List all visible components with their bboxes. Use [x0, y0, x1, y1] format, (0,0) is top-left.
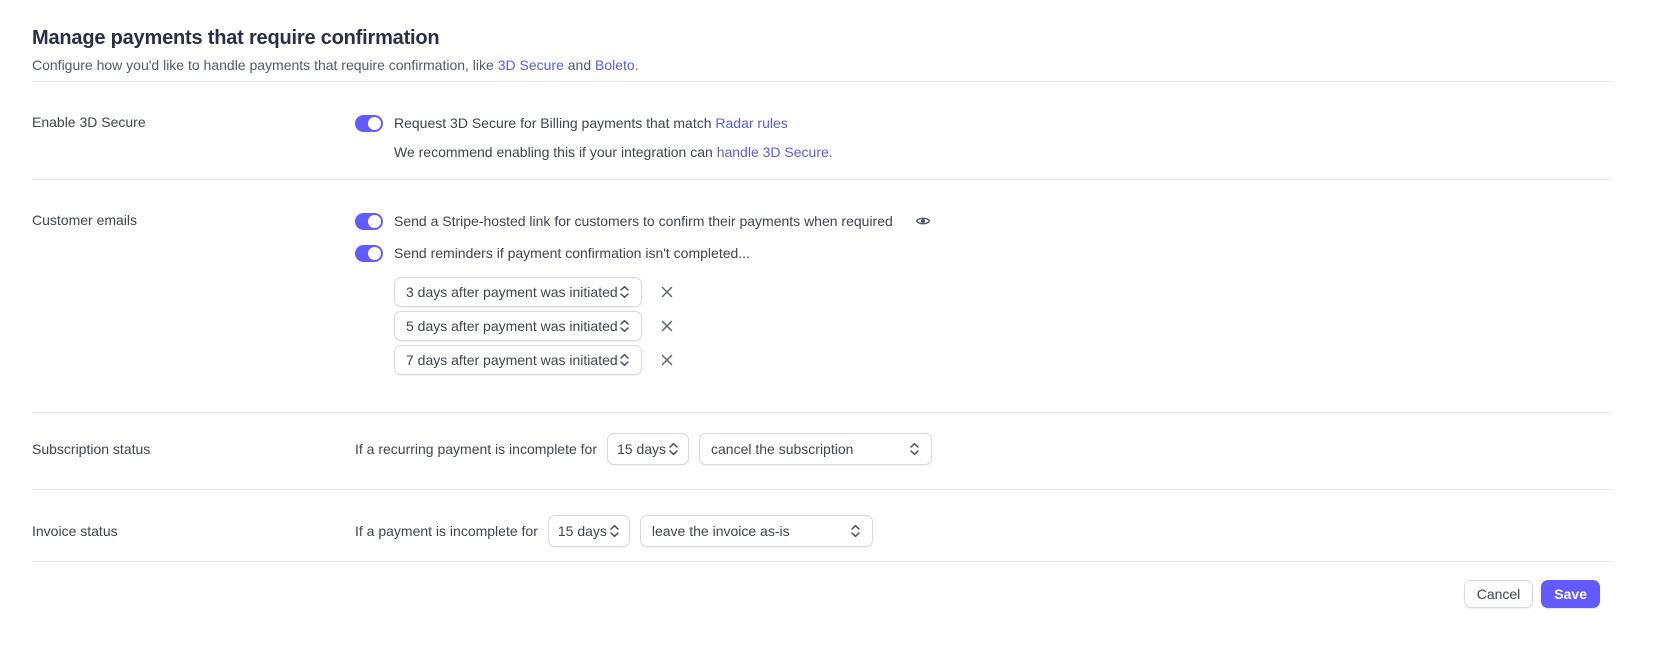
invoice-duration-value: 15 days: [557, 523, 607, 539]
page-header: [0, 0, 1658, 74]
link-handle-3d-secure[interactable]: handle 3D Secure.: [716, 144, 833, 160]
request-3ds-text: Request 3D Secure for Billing payments that match: [394, 115, 716, 131]
hosted-link-label: Send a Stripe-hosted link for customers to confirm their payments when required: [394, 213, 893, 229]
updown-chevron-icon: [909, 442, 920, 456]
reminder-row: [394, 311, 931, 341]
row-subscription-status: [0, 413, 1658, 465]
row-content-enable-3d-secure: [355, 113, 833, 162]
invoice-sentence: [355, 515, 873, 547]
subscription-action-value: cancel the subscription: [711, 441, 854, 457]
subscription-action-select[interactable]: [699, 433, 932, 465]
remove-reminder-button[interactable]: [657, 316, 677, 336]
request-3ds-label: [394, 113, 788, 133]
subscription-sentence: [355, 433, 932, 465]
row-content-customer-emails: [355, 211, 931, 375]
updown-chevron-icon: [619, 319, 630, 333]
close-icon: [661, 320, 673, 332]
link-boleto[interactable]: Boleto.: [595, 57, 639, 73]
reminder-1-value: 3 days after payment was initiated: [406, 284, 618, 300]
updown-chevron-icon: [619, 285, 630, 299]
row-label-subscription-status: Subscription status: [32, 441, 151, 457]
invoice-duration-select[interactable]: [548, 515, 630, 547]
reminders-label: Send reminders if payment confirmation isn't completed...: [394, 245, 750, 261]
link-3d-secure[interactable]: 3D Secure: [497, 57, 564, 73]
invoice-action-value: leave the invoice as-is: [651, 523, 790, 539]
remove-reminder-button[interactable]: [657, 350, 677, 370]
updown-chevron-icon: [668, 442, 679, 456]
toggle-knob: [368, 215, 381, 228]
updown-chevron-icon: [850, 524, 861, 538]
toggle-knob: [368, 247, 381, 260]
reminder-2-select[interactable]: [394, 311, 642, 341]
hosted-link-toggle[interactable]: [355, 213, 383, 230]
reminders-toggle[interactable]: [355, 245, 383, 262]
row-enable-3d-secure: [0, 82, 1658, 162]
row-invoice-status: [0, 490, 1658, 547]
page-title: Manage payments that require confirmation: [32, 27, 440, 49]
reminder-row: [394, 277, 931, 307]
updown-chevron-icon: [619, 353, 630, 367]
subtitle-text: Configure how you'd like to handle payments that require confirmation, like: [32, 57, 498, 73]
request-3ds-note: [394, 142, 833, 162]
link-radar-rules[interactable]: Radar rules: [715, 115, 788, 131]
close-icon: [661, 354, 673, 366]
reminder-3-select[interactable]: [394, 345, 642, 375]
reminder-row: [394, 345, 931, 375]
invoice-action-select[interactable]: [640, 515, 873, 547]
save-button[interactable]: Save: [1541, 580, 1600, 608]
hosted-link-toggle-line: [355, 211, 931, 231]
row-label-customer-emails: Customer emails: [32, 212, 138, 228]
subscription-duration-value: 15 days: [617, 441, 667, 457]
reminder-3-value: 7 days after payment was initiated: [406, 352, 618, 368]
row-customer-emails: [0, 180, 1658, 375]
request-3ds-toggle-line: [355, 113, 833, 133]
footer-actions: [0, 562, 1658, 608]
reminder-1-select[interactable]: [394, 277, 642, 307]
remove-reminder-button[interactable]: [657, 282, 677, 302]
reminder-list: [394, 277, 931, 375]
row-label-enable-3d-secure: Enable 3D Secure: [32, 114, 146, 130]
close-icon: [661, 286, 673, 298]
toggle-knob: [368, 117, 381, 130]
invoice-sentence-text: If a payment is incomplete for: [355, 523, 538, 539]
subtitle-conjunction: and: [563, 57, 596, 73]
reminders-toggle-line: [355, 243, 931, 263]
reminder-2-value: 5 days after payment was initiated: [406, 318, 618, 334]
subscription-duration-select[interactable]: [607, 433, 689, 465]
request-3ds-note-text: We recommend enabling this if your integration can: [394, 144, 717, 160]
cancel-button[interactable]: Cancel: [1464, 580, 1534, 608]
eye-icon[interactable]: [915, 214, 931, 228]
row-label-invoice-status: Invoice status: [32, 523, 118, 539]
subscription-sentence-text: If a recurring payment is incomplete for: [355, 441, 597, 457]
request-3ds-toggle[interactable]: [355, 115, 383, 132]
page-subtitle: [32, 56, 1626, 74]
updown-chevron-icon: [609, 524, 620, 538]
